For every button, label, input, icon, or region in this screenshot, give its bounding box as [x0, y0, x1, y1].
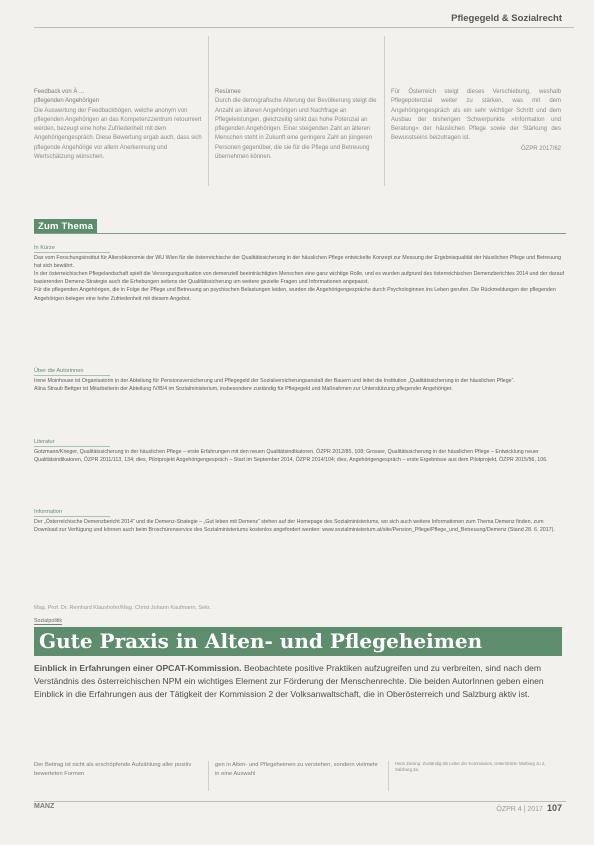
article-category: Sozialpolitik: [34, 618, 62, 624]
info-paragraph: Das vom Forschungsinstitut für Altersökonomie der WU Wien für die österreichische der Qualitätssicherung in der häuslichen Pflege entwickelte Konzept zur Messung der Ergebnisqualität der häuslichen Pflege und Betreuung hat sich bewährt.: [34, 255, 562, 270]
column-text: Durch die demografische Alterung der Bevölkerung steigt die Anzahl an älteren Angehörigen und Nachfrage an Pflegeleistungen, gleichzeitig sinkt das hohe Potenzial an pflegenden Angehörigen. Einer steigenden Zahl an älteren Menschen steht in Zukunft eine geringere Zahl an jüngeren Personen gegenüber, die sie für die Pflege und Betreuung übernehmen können.: [215, 98, 377, 161]
column-3: [391, 88, 561, 154]
info-paragraph: Der „Österreichische Demenzbericht 2014“ und die Demenz-Strategie – „Gut leben mit Demenz“ stehen auf der Homepage des Sozialministeriums, wo sich auch weitere Informationen zum Thema Demenz finden, zum Download zur Verfügung und können auch beim Broschürenservice des Sozialministeriums kostenlos angefordert werden: www.sozialministerium.at/site/Pension_Pflege/Pflege_und_Betreuung/Demenz (Stand 28. 6. 2017).: [34, 519, 555, 534]
footer-issue: [496, 803, 562, 813]
header-rule: [34, 27, 574, 28]
column-divider: [208, 761, 209, 791]
info-section-autorinnen: [34, 367, 564, 393]
zum-thema-label: Zum Thema: [34, 219, 97, 234]
column-text: Die Auswertung der Feedbackbögen, welche anonym von pflegenden Angehörigen an das Kompetenzzentrum retourniert werden, bezeugt eine hohe Zufriedenheit mit dem Angehörigengespräch. Diese Bewertung ergab auch, dass sich pflegende Angehörige vor allem Anerkennung und Wertschätzung wünschen.: [34, 107, 202, 161]
footer-rule: [34, 801, 566, 802]
info-section-heading: Information: [34, 508, 110, 517]
lead-bold: Einblick in Erfahrungen einer OPCAT-Kommission.: [34, 663, 242, 673]
column-divider: [388, 761, 389, 791]
zum-thema-rule: [34, 233, 566, 234]
column-heading: Resümee: [215, 89, 241, 95]
column-heading: Feedback von Ä ...: [34, 89, 85, 95]
info-paragraph: In der österreichischen Pflegelandschaft spielt die Versorgungssituation von demenziell beeinträchtigten Menschen eine ganz wichtige Rolle, und es wurden aufgrund des österreichischen Demenzberichtes 2014 und der darauf basierenden Demenz-Strategie auch die Erhebungen seitens der Qualitätssicherung um weitere gezielte Fragen und Informationen angepasst.: [34, 271, 565, 286]
info-section-heading: Über die Autorinnen: [34, 367, 110, 376]
info-paragraph: Irene Moinhouse ist Organisatorin in der Abteilung für Pensionsversicherung und Pflegegeld der Sozialversicherungsanstalt der Bauern und leitet die Institution „Qualitätssicherung in der häuslichen Pflege“.: [34, 378, 515, 385]
citation-reference: ÖZPR 2017/62: [520, 145, 561, 152]
column-text: Für Österreich steigt dieses Verschiebung, weshalb Pflegepotenzial weiter zu stärken, was mit dem Angehörigengespräch als ein sehr wichtiger Schritt und dem Ausbau der bisherigen Schwerpunkte »Information und Beratung« der häuslichen Pflege sowie der Stärkung des Bewusstseins beizutragen ist.: [391, 89, 561, 142]
article-lead: [34, 662, 562, 701]
page-number: 107: [546, 803, 562, 813]
info-section-in-kuerze: [34, 244, 564, 303]
section-title: Pflegegeld & Sozialrecht: [451, 13, 562, 24]
article-body-column: Der Beitrag ist nicht als erschöpfende Aufzählung aller positiv bewerteten Formen: [34, 762, 192, 778]
info-section-heading: In Kürze: [34, 244, 110, 253]
info-section-heading: Literatur: [34, 438, 110, 447]
column-divider: [208, 36, 209, 186]
publisher-logo: MANZ: [34, 803, 55, 810]
column-heading: pflegenden Angehörigen: [34, 98, 100, 105]
info-section-literatur: [34, 438, 564, 464]
lead-text: Beobachtete positive Praktiken aufzugreifen und zu verbreiten, sind nach dem Verständnis des österreichischen NPM ein wichtiges Element zur Förderung der Menschenrechte. Die beiden AutorInnen geben einen Einblick in die Erfahrungen aus der Tätigkeit der Kommission 2 der Volksanwaltschaft, die in Oberösterreich und Salzburg aktiv ist.: [34, 663, 544, 699]
info-paragraph: Gotzmann/Krieger, Qualitätssicherung in der häuslichen Pflege – erste Erfahrungen mit den neuen Qualitätsindikatoren, ÖZPR 2012/85, 108; Grosser, Qualitätssicherung in der häuslichen Pflege – Entwicklung neuer Qualitätsindikatoren, ÖZPR 2011/113, 134; dies, Pilotprojekt Angehörigengespräch – Start im September 2014, ÖZPR 2014/104; dies, Angehörigengespräch – erste Ergebnisse aus dem Pilotprojekt, ÖZPR 2015/56, 106.: [34, 449, 548, 464]
article-footnote: Hans Zeising: Zuständig als Leiter der Kommission, Unterstützer Marburg zu 2, Salzburg 2a.: [395, 761, 546, 772]
column-2: [215, 88, 377, 162]
info-section-information: [34, 508, 564, 534]
article-title: Gute Praxis in Alten- und Pflegeheimen: [34, 627, 562, 656]
article-authors: Mag. Prof. Dr. Reinhard Klaushofer/Mag. Christ Johann Kaufmann, Sekr.: [34, 605, 212, 611]
issue-label: ÖZPR 4 | 2017: [496, 806, 543, 813]
column-1: [34, 88, 202, 162]
column-divider: [384, 36, 385, 186]
article-body-column: gen in Alten- und Pflegeheimen zu verstehen, sondern vielmehr in eine Auswahl: [215, 762, 379, 778]
info-paragraph: Alina Straub Bettger ist Mitarbeiterin der Abteilung IV/B/4 im Sozialministerium, insbesondere zuständig für Pflegegeld und Maßnahmen zur Unterstützung pflegender Angehöriger.: [34, 386, 453, 393]
info-paragraph: Für die pflegenden Angehörigen, die in Folge der Pflege und Betreuung an psychischen Belastungen leiden, wurden die Angehörigengespräche durch Psychologinnen ins Leben gerufen. Die Rückmeldungen der pflegenden Angehörigen belegen eine hohe Zufriedenheit mit diesem Angebot.: [34, 287, 556, 302]
